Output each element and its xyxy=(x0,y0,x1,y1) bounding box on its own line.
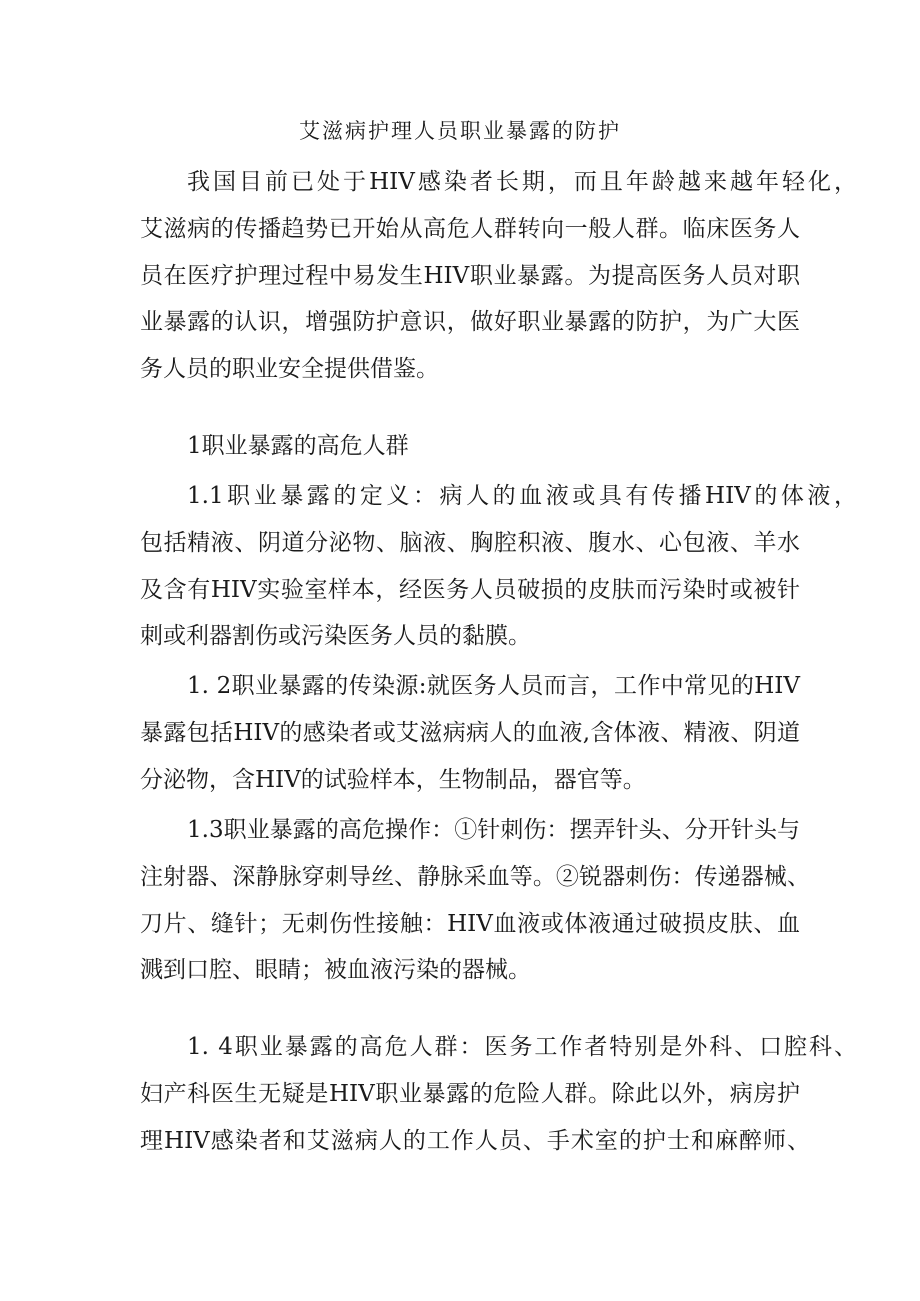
paragraph-line: 分泌物，含HIV的试验样本，生物制品，器官等。 xyxy=(140,767,646,793)
paragraph-line: 注射器、深静脉穿刺导丝、静脉采血等。②锐器刺伤：传递器械、 xyxy=(140,864,810,890)
paragraph-line: 刺或利器割伤或污染医务人员的黏膜。 xyxy=(140,623,531,649)
paragraph-line: 艾滋病的传播趋势已开始从高危人群转向一般人群。临床医务人 xyxy=(140,216,800,242)
paragraph-line: 包括精液、阴道分泌物、脑液、胸腔积液、腹水、心包液、羊水 xyxy=(140,530,800,556)
paragraph-line: 务人员的职业安全提供借鉴。 xyxy=(140,356,439,382)
paragraph-line: 业暴露的认识，增强防护意识，做好职业暴露的防护，为广大医 xyxy=(140,309,800,335)
paragraph-line: 我国目前已处于HIV感染者长期，而且年龄越来越年轻化， xyxy=(187,169,857,195)
section-heading: 1职业暴露的高危人群 xyxy=(187,433,409,459)
paragraph-line: 刀片、缝针；无刺伤性接触：HIV血液或体液通过破损皮肤、血 xyxy=(140,911,800,937)
paragraph-line: 溅到口腔、眼睛；被血液污染的器械。 xyxy=(140,957,531,983)
paragraph-line: 员在医疗护理过程中易发生HIV职业暴露。为提高医务人员对职 xyxy=(140,263,800,289)
paragraph-line: 1.3职业暴露的高危操作：①针刺伤：摆弄针头、分开针头与 xyxy=(187,817,800,843)
paragraph-line: 及含有HIV实验室样本，经医务人员破损的皮肤而污染时或被针 xyxy=(140,577,800,603)
paragraph-line: 1. 2职业暴露的传染源:就医务人员而言，工作中常见的HIV xyxy=(187,673,800,699)
paragraph-line: 1. 4职业暴露的高危人群：医务工作者特别是外科、口腔科、 xyxy=(187,1034,857,1060)
paragraph-line: 妇产科医生无疑是HIV职业暴露的危险人群。除此以外，病房护 xyxy=(140,1081,800,1107)
paragraph-line: 暴露包括HIV的感染者或艾滋病病人的血液,含体液、精液、阴道 xyxy=(140,720,800,746)
document-title: 艾滋病护理人员职业暴露的防护 xyxy=(299,119,621,143)
paragraph-line: 理HIV感染者和艾滋病人的工作人员、手术室的护士和麻醉师、 xyxy=(140,1128,810,1154)
paragraph-line: 1.1职业暴露的定义：病人的血液或具有传播HIV的体液， xyxy=(187,483,857,509)
